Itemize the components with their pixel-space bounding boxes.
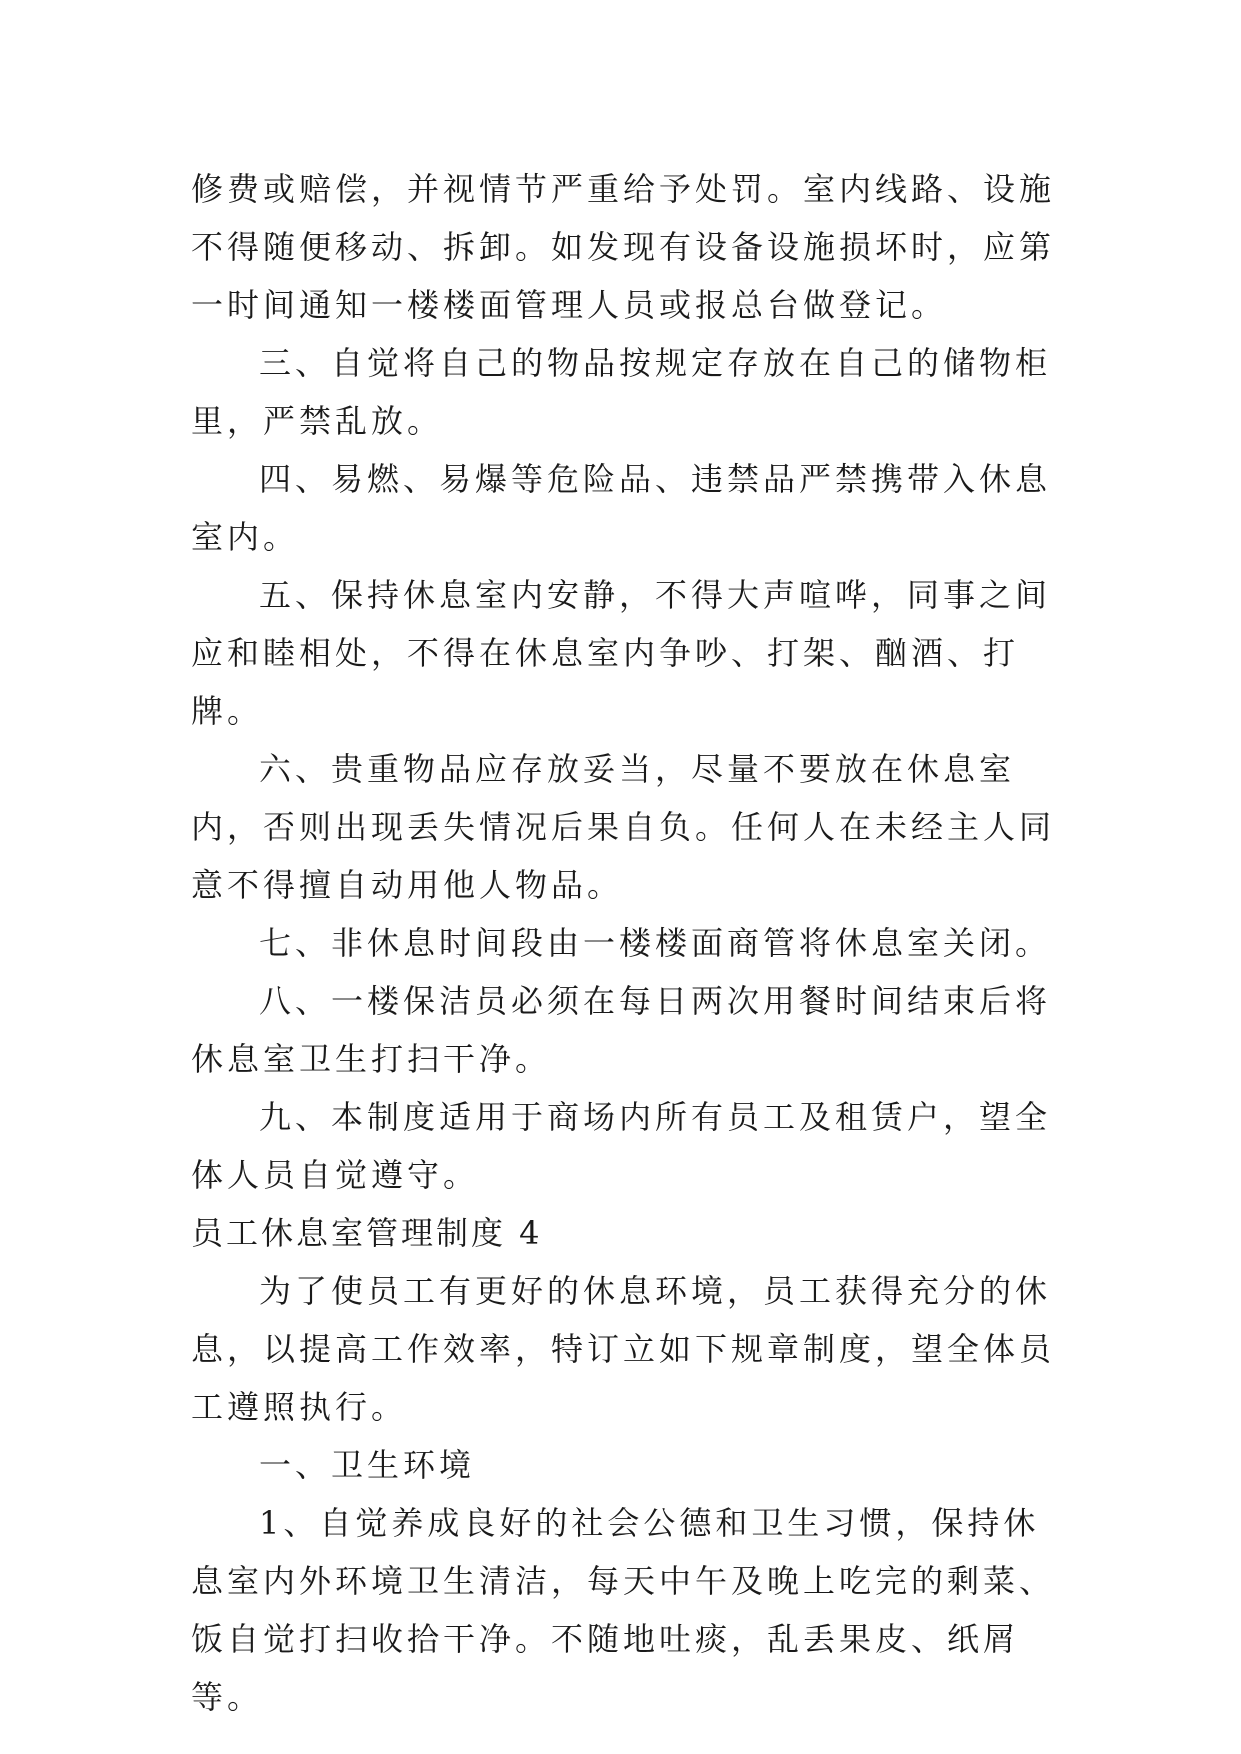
paragraph-hygiene-item-1: 1、自觉养成良好的社会公德和卫生习惯，保持休息室内外环境卫生清洁，每天中午及晚上吃完的剩菜、饭自觉打扫收拾干净。不随地吐痰，乱丢果皮、纸屑等。: [191, 1504, 1056, 1716]
paragraph-rule-6: 六、贵重物品应存放妥当，尽量不要放在休息室内，否则出现丢失情况后果自负。任何人在未经主人同意不得擅自动用他人物品。: [191, 750, 1056, 904]
paragraph-repair-compensation: 修费或赔偿，并视情节严重给予处罚。室内线路、设施不得随便移动、拆卸。如发现有设备设施损坏时，应第一时间通知一楼楼面管理人员或报总台做登记。: [191, 170, 1056, 324]
paragraph-rule-8: 八、一楼保洁员必须在每日两次用餐时间结束后将休息室卫生打扫干净。: [191, 982, 1052, 1078]
paragraph-rule-3: 三、自觉将自己的物品按规定存放在自己的储物柜里，严禁乱放。: [191, 344, 1052, 440]
document-body: [191, 160, 1061, 1726]
paragraph-rule-9: 九、本制度适用于商场内所有员工及租赁户，望全体人员自觉遵守。: [191, 1098, 1052, 1194]
paragraph-rule-4: 四、易燃、易爆等危险品、违禁品严禁携带入休息室内。: [191, 460, 1052, 556]
paragraph-rule-5: 五、保持休息室内安静，不得大声喧哗，同事之间应和睦相处，不得在休息室内争吵、打架、酗酒、打牌。: [191, 576, 1052, 730]
section-heading: 员工休息室管理制度 4: [191, 1214, 543, 1252]
paragraph-subheading-hygiene: 一、卫生环境: [259, 1446, 476, 1484]
paragraph-rule-7: 七、非休息时间段由一楼楼面商管将休息室关闭。: [259, 924, 1052, 962]
paragraph-intro: 为了使员工有更好的休息环境，员工获得充分的休息，以提高工作效率，特订立如下规章制度，望全体员工遵照执行。: [191, 1272, 1056, 1426]
